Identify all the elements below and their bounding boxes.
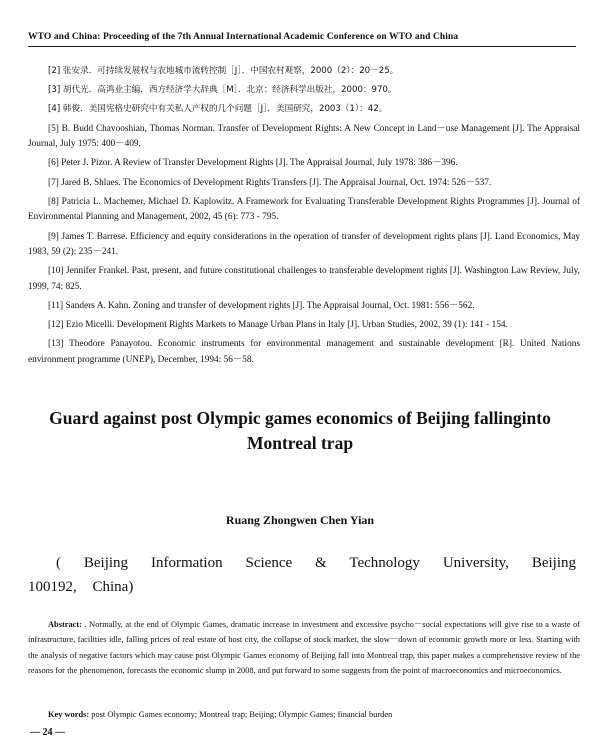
reference-text: Theodore Panayotou. Economic instruments for environmental management and sustainable development [R]. United Nations environment programme (UNEP), December, 1994: 56－58.	[28, 339, 580, 366]
article-title: Guard against post Olympic games economics of Beijing fallinginto Montreal trap	[49, 408, 551, 453]
reference-text: Jared B. Shlaes. The Economics of Development Rights Transfers [J]. The Appraisal Journal, Oct. 1974: 526－537.	[61, 177, 492, 188]
keywords	[28, 708, 580, 722]
reference-item	[28, 122, 580, 153]
reference-item	[28, 264, 580, 295]
reference-number: [5]	[48, 123, 59, 134]
reference-number: [7]	[48, 177, 59, 188]
running-header: WTO and China: Proceeding of the 7th Annual International Academic Conference on WTO and China	[28, 32, 576, 47]
reference-item	[28, 337, 580, 368]
reference-text: B. Budd Chavooshian, Thomas Norman. Transfer of Development Rights: A New Concept in Land－use Management [J]. The Appraisal Journal, July 1975: 400－409.	[28, 123, 580, 150]
reference-text: James T. Barrese. Efficiency and equity considerations in the operation of transfer of development rights plans [J]. Land Economics, May 1983, 59 (2): 235－241.	[28, 231, 580, 258]
reference-number: [13]	[48, 339, 64, 350]
reference-number: [9]	[48, 231, 59, 242]
reference-text: Patricia L. Machemer, Michael D. Kaplowitz. A Framework for Evaluating Transferable Development Rights Programmes [J]. Journal of Environmental Planning and Management, 2002, 45 (6): 773 - 795.	[28, 196, 580, 223]
reference-number: [6]	[48, 158, 59, 169]
reference-text: 胡代光．高鸿业主编．西方经济学大辞典［M］．北京：经济科学出版社，2000：970。	[62, 85, 397, 96]
page-number: — 24 —	[30, 727, 65, 738]
reference-text: Ezio Micelli. Development Rights Markets to Manage Urban Plans in Italy [J]. Urban Studies, 2002, 39 (1): 141 - 154.	[65, 320, 508, 331]
reference-item	[28, 230, 580, 261]
reference-item	[28, 299, 580, 315]
abstract-label: Abstract:	[48, 620, 82, 629]
abstract-text: . Normally, at the end of Olympic Games, dramatic increase in investment and excessive psycho－social expectations will give rise to a waste of infrastructure, facilities idle, falling prices of real estate of host city, the collapse of stock market, the slow－down of economic growth more or less. Starting with the analysis of negative factors which may cause post Olympic Games economy of Beijing fall into Montreal trap, this paper makes a comprehensive review of the reasons for the phenomenon, forecasts the economic slump in 2008, and put forward to some suggests from the point of macroeconomics and microeconomics.	[28, 620, 581, 676]
abstract	[28, 617, 580, 679]
reference-text: Sanders A. Kahn. Zoning and transfer of development rights [J]. The Appraisal Journal, Oct. 1981: 556－562.	[65, 301, 475, 312]
reference-text: Peter J. Pizor. A Review of Transfer Development Rights [J]. The Appraisal Journal, July 1978: 386－396.	[61, 158, 458, 169]
reference-number: [10]	[48, 266, 64, 277]
keywords-label: Key words:	[48, 710, 90, 719]
reference-number: [12]	[48, 320, 64, 331]
reference-item	[28, 83, 580, 99]
reference-number: [8]	[48, 196, 59, 207]
reference-text: 韩俊．美国宪格史研究中有关私人产权的几个问题［J］．美国研究，2003（1）：42。	[62, 104, 388, 115]
keywords-text: post Olympic Games economy; Montreal trap; Beijing; Olympic Games; financial burden	[91, 710, 393, 719]
reference-item	[28, 102, 580, 118]
reference-text: 张安录．可持续发展权与农地城市流转控制［J］．中国农村观察，2000（2）：20－25。	[62, 66, 399, 76]
reference-number: [11]	[48, 301, 64, 312]
reference-number: [3]	[48, 85, 61, 96]
reference-item	[28, 64, 580, 80]
reference-item	[28, 318, 580, 334]
article-authors: Ruang Zhongwen Chen Yian	[225, 513, 375, 527]
reference-item	[28, 195, 580, 226]
author-affiliation: ( Beijing Information Science & Technology University, Beijing 100192, China)	[28, 555, 576, 595]
reference-text: Jennifer Frankel. Past, present, and future constitutional challenges to transferable development rights [J]. Washington Law Review, July, 1999, 74: 825.	[28, 266, 581, 292]
reference-item	[28, 176, 580, 192]
reference-number: [4]	[48, 104, 61, 115]
reference-list	[28, 64, 580, 372]
reference-item	[28, 156, 580, 172]
reference-number: [2]	[48, 66, 61, 76]
